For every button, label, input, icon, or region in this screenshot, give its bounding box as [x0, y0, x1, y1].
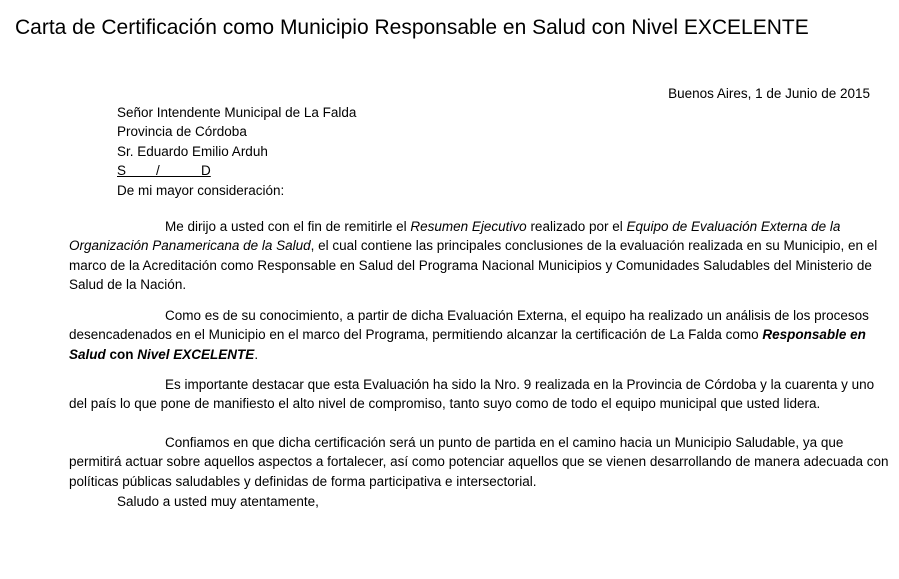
p1-equipo-evaluacion: Equipo de Evaluación Externa de la Organización Panamericana de la Salud: [69, 219, 841, 254]
recipient-title: Señor Intendente Municipal de La Falda: [117, 105, 357, 120]
closing-line: Saludo a usted muy atentamente,: [117, 494, 319, 509]
p1-text-a: Me dirijo a usted con el fin de remitirle el: [165, 219, 411, 234]
paragraph-1: [69, 217, 891, 295]
document-title: Carta de Certificación como Municipio Responsable en Salud con Nivel EXCELENTE: [15, 16, 809, 39]
p1-text-c: realizado por el: [526, 219, 627, 234]
sd-text: S / D: [117, 163, 211, 179]
p1-text-e: , el cual contiene las principales conclusiones de la evaluación realizada en su Municipio, en el marco de la Acreditación como Responsable en Salud del Programa Nacional Municipios y Comunidades Saludables del Ministerio de Salud de la Nación.: [69, 238, 878, 293]
recipient-province: Provincia de Córdoba: [117, 124, 247, 140]
recipient-name: Sr. Eduardo Emilio Arduh: [117, 143, 268, 159]
salutation-sd: [117, 161, 356, 180]
letter-date: Buenos Aires, 1 de Junio de 2015: [668, 86, 870, 101]
paragraph-3: Es importante destacar que esta Evaluación ha sido la Nro. 9 realizada en la Provincia de Córdoba y la cuarenta y uno del país lo que pone de manifiesto el alto nivel de compromiso, tanto suyo como de todo el equipo municipal que usted lidera.: [69, 377, 875, 412]
p2-text-con: con: [105, 346, 138, 362]
salutation: De mi mayor consideración:: [117, 182, 285, 198]
recipient-address: [117, 103, 356, 200]
p2-responsable-salud: Responsable en Salud: [69, 327, 866, 362]
paragraph-4: Confiamos en que dicha certificación será un punto de partida en el camino hacia un Municipio Saludable, ya que permitirá actuar sobre aquellos aspectos a fortalecer, así como potenciar aquellos que se vienen desarrollando de manera adecuada con políticas públicas saludables y definidas de forma participativa e intersectorial.: [69, 435, 889, 489]
p2-text-a: Como es de su conocimiento, a partir de dicha Evaluación Externa, el equipo ha realizado un análisis de los procesos desencadenados en el Municipio en el marco del Programa, permitiendo alcanzar la certificación de La Falda como: [69, 308, 869, 343]
paragraph-2: [69, 306, 891, 364]
p2-nivel-excelente: Nivel EXCELENTE: [137, 346, 255, 362]
p1-resumen-ejecutivo: Resumen Ejecutivo: [410, 219, 527, 234]
p2-text-e: .: [254, 346, 259, 362]
